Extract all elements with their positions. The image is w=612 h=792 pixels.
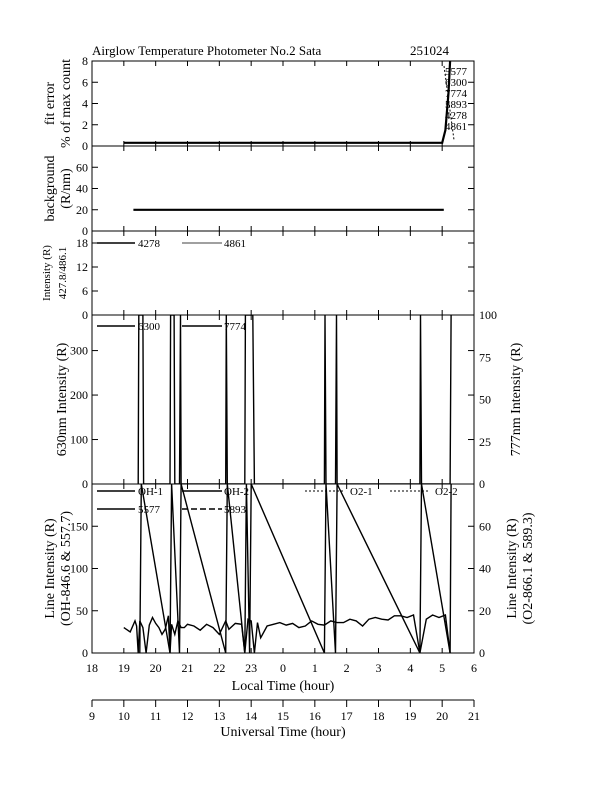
- x-tick-label-local: 2: [343, 661, 350, 675]
- x-tick-label-universal: 11: [149, 709, 162, 723]
- y-tick-label: 4: [82, 96, 88, 111]
- x-axis-title-universal: Universal Time (hour): [220, 725, 346, 740]
- y-tick-label: 0: [82, 477, 88, 491]
- panel-intensity-427-486: [41, 231, 474, 322]
- panel-frame: [92, 146, 474, 231]
- x-tick-label-local: 19: [117, 661, 130, 675]
- x-tick-label-local: 20: [149, 661, 162, 675]
- legend-label: 5893: [224, 504, 246, 516]
- legend-label: 5577: [138, 504, 160, 516]
- legend-label: 4278: [445, 110, 467, 122]
- y-tick-label: 50: [76, 603, 88, 618]
- x-tick-label-universal: 20: [436, 709, 449, 723]
- y-tick-label: 0: [82, 308, 88, 322]
- series-line-6300: [138, 315, 451, 484]
- legend-label: 5893: [445, 99, 467, 111]
- y-right-axis-title: Line Intensity (R): [505, 518, 520, 619]
- y-tick-label: 60: [76, 160, 88, 175]
- x-tick-label-universal: 18: [372, 709, 385, 723]
- legend-label: O2-2: [435, 486, 458, 498]
- legend-label-7774: 7774: [224, 321, 246, 333]
- y-tick-label: 0: [82, 646, 88, 660]
- y-right-axis-title: 777nm Intensity (R): [509, 342, 524, 457]
- y-tick-label: 12: [76, 260, 88, 274]
- legend-label-6300: 6300: [138, 321, 160, 333]
- y-right-tick-label: 0: [479, 477, 485, 491]
- y-axis-subtitle: (R/nm): [59, 168, 74, 209]
- y-tick-label: 2: [82, 117, 88, 132]
- chart-title: [92, 43, 450, 58]
- x-tick-label-universal: 19: [404, 709, 417, 723]
- x-tick-label-universal: 16: [308, 709, 321, 723]
- y-axis-title: Intensity (R): [41, 245, 53, 301]
- y-axis-subtitle: (OH-846.6 & 557.7): [59, 510, 74, 627]
- x-tick-label-universal: 10: [117, 709, 130, 723]
- y-axis-title: 630nm Intensity (R): [55, 342, 70, 457]
- y-axis-title: background: [43, 155, 58, 222]
- x-tick-label-universal: 12: [181, 709, 194, 723]
- series-line-5577: [124, 615, 450, 653]
- panel-background: [43, 146, 474, 238]
- x-tick-label-local: 21: [181, 661, 194, 675]
- panel-line-intensity: [43, 484, 536, 660]
- panel-frame: [92, 315, 474, 484]
- chart-title-right: 251024: [410, 43, 449, 58]
- y-axis-subtitle: % of max count: [59, 58, 74, 149]
- y-right-axis-subtitle: (O2-866.1 & 589.3): [521, 512, 536, 625]
- series-group: [124, 484, 451, 653]
- y-right-tick-label: 75: [479, 350, 491, 365]
- series-group: [124, 61, 450, 143]
- x-tick-label-local: 1: [311, 661, 318, 675]
- x-tick-label-local: 23: [245, 661, 258, 675]
- chart-title-left: Airglow Temperature Photometer No.2 Sata: [92, 43, 322, 58]
- x-tick-label-local: 6: [471, 661, 477, 675]
- legend-label-4861: 4861: [224, 238, 246, 250]
- x-tick-label-local: 4: [407, 661, 414, 675]
- y-right-tick-label: 60: [479, 519, 491, 534]
- y-right-tick-label: 20: [479, 603, 491, 618]
- y-tick-label: 40: [76, 181, 88, 196]
- y-tick-label: 0: [82, 224, 88, 238]
- y-tick-label: 6: [82, 284, 88, 298]
- legend-label-4278: 4278: [138, 238, 160, 250]
- y-tick-label: 6: [82, 75, 88, 90]
- x-axes: [86, 661, 480, 740]
- x-tick-label-local: 3: [375, 661, 382, 675]
- legend-label: 4861: [445, 121, 467, 133]
- y-tick-label: 20: [76, 202, 88, 217]
- x-tick-label-universal: 13: [213, 709, 226, 723]
- y-axis-title: fit error: [43, 81, 58, 126]
- x-axis-title-local: Local Time (hour): [231, 679, 335, 694]
- y-tick-label: 0: [82, 139, 88, 153]
- x-tick-label-local: 0: [280, 661, 286, 675]
- y-tick-label: 300: [70, 343, 88, 358]
- y-tick-label: 100: [70, 432, 88, 447]
- legend-label: 6300: [445, 77, 467, 89]
- x-tick-label-universal: 17: [340, 709, 353, 723]
- series-line-0: [124, 61, 450, 143]
- y-axis-title: Line Intensity (R): [43, 518, 58, 619]
- panel-fit-error: [43, 54, 474, 153]
- y-tick-label: 100: [70, 561, 88, 576]
- y-axis-subtitle: 427.8/486.1: [57, 246, 69, 300]
- x-tick-label-local: 5: [439, 661, 446, 675]
- x-tick-label-universal: 21: [468, 709, 480, 723]
- legend-label: 7774: [445, 88, 467, 100]
- x-tick-label-local: 18: [86, 661, 98, 675]
- y-tick-label: 8: [82, 54, 88, 68]
- legend-label: OH-2: [224, 486, 250, 498]
- y-right-tick-label: 100: [479, 308, 497, 322]
- legend-label: 5577: [445, 66, 467, 78]
- legend-label: O2-1: [350, 486, 373, 498]
- panel-630-777: [55, 308, 524, 491]
- series-group: [138, 315, 451, 484]
- panel-frame: [92, 61, 474, 146]
- legend-label: OH-1: [138, 486, 164, 498]
- y-tick-label: 18: [76, 236, 88, 250]
- y-tick-label: 150: [70, 519, 88, 534]
- panels: [41, 54, 536, 660]
- y-tick-label: 200: [70, 388, 88, 403]
- x-tick-label-universal: 14: [245, 709, 258, 723]
- x-tick-label-local: 22: [213, 661, 226, 675]
- x-tick-label-universal: 15: [277, 709, 289, 723]
- x-tick-label-universal: 9: [89, 709, 95, 723]
- y-right-tick-label: 40: [479, 561, 491, 576]
- y-right-tick-label: 0: [479, 646, 485, 660]
- y-right-tick-label: 25: [479, 434, 491, 449]
- y-right-tick-label: 50: [479, 392, 491, 407]
